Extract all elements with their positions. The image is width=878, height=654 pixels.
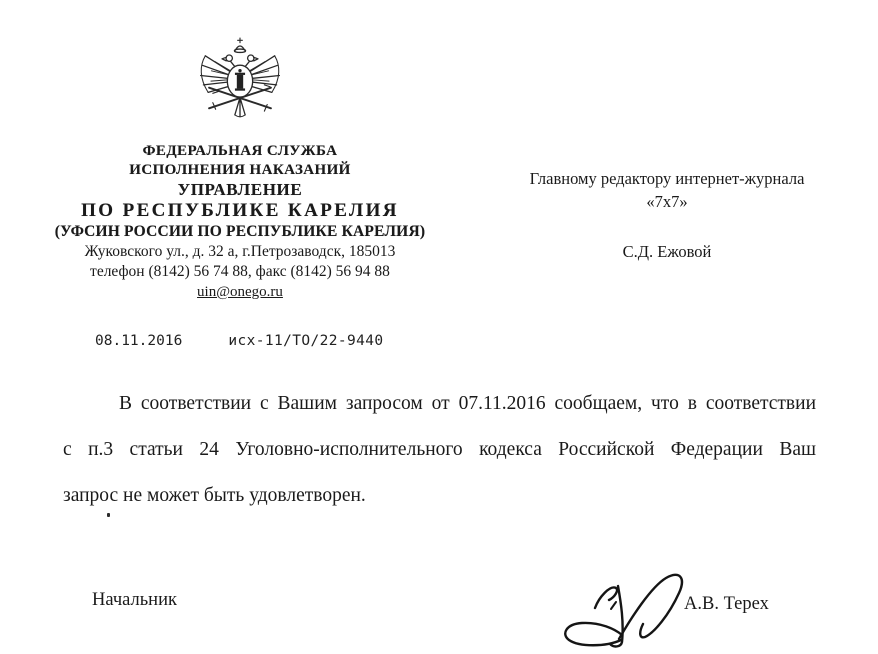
org-phone-fax: телефон (8142) 56 74 88, факс (8142) 56 94 88 xyxy=(90,263,390,280)
body-line: с п.3 статьи 24 Уголовно-исполнительного кодекса Российской Федерации Ваш xyxy=(63,439,816,460)
org-email: uin@onego.ru xyxy=(197,284,283,300)
org-name-line: УПРАВЛЕНИЕ xyxy=(177,180,303,199)
scan-artifact-dot xyxy=(107,513,110,517)
org-name-line: ПО РЕСПУБЛИКЕ КАРЕЛИЯ xyxy=(81,200,399,221)
body-line: В соответствии с Вашим запросом от 07.11.2016 сообщаем, что в соответствии xyxy=(119,393,816,414)
letterhead xyxy=(30,34,450,303)
fsin-eagle-emblem-icon xyxy=(195,34,285,132)
addressee-block xyxy=(468,167,866,263)
outgoing-number: исх-11/ТО/22-9440 xyxy=(228,333,384,349)
signer-name: А.В. Терех xyxy=(684,594,769,614)
signer-position: Начальник xyxy=(92,590,177,610)
letter-body xyxy=(63,381,816,519)
addressee-publication: «7х7» xyxy=(646,192,688,211)
body-line: запрос не может быть удовлетворен. xyxy=(63,485,366,506)
org-name-line: ИСПОЛНЕНИЯ НАКАЗАНИЙ xyxy=(129,161,351,178)
addressee-role: Главному редактору интернет-журнала xyxy=(529,169,805,188)
letter-date: 08.11.2016 xyxy=(95,333,183,349)
addressee-name: С.Д. Ежовой xyxy=(622,242,712,261)
handwritten-signature xyxy=(553,556,705,654)
reference-line xyxy=(95,333,384,349)
org-name-line: (УФСИН РОССИИ ПО РЕСПУБЛИКЕ КАРЕЛИЯ) xyxy=(54,223,426,240)
org-address: Жуковского ул., д. 32 а, г.Петрозаводск, 185013 xyxy=(84,243,396,260)
org-name-line: ФЕДЕРАЛЬНАЯ СЛУЖБА xyxy=(142,143,338,159)
